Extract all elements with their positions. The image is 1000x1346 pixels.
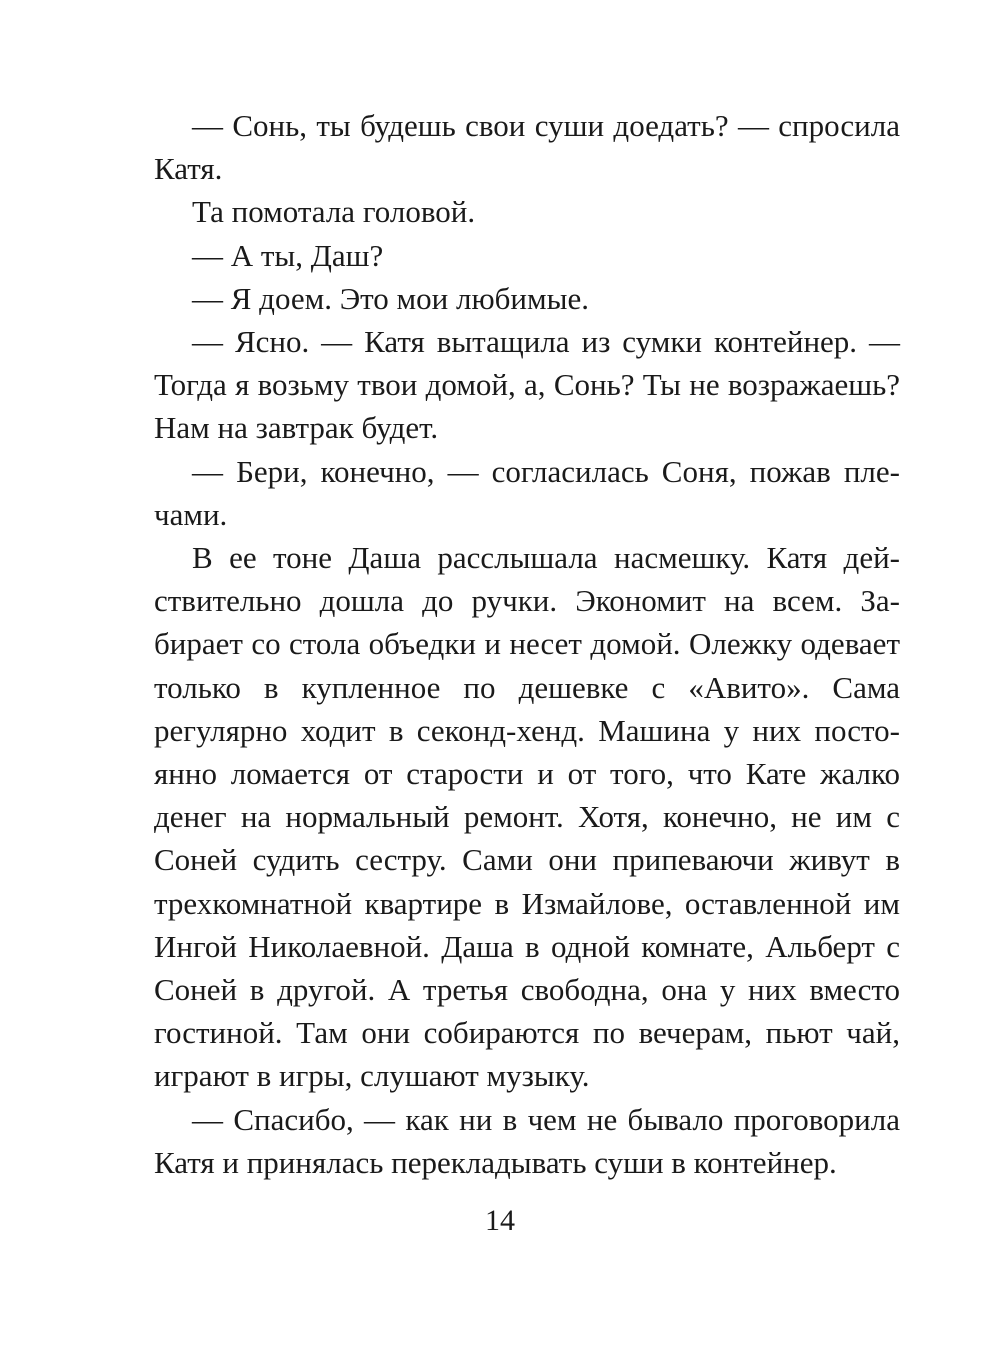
paragraph-1: — Сонь, ты будешь свои суши доедать? — спросила Катя. [154, 108, 900, 187]
paragraph-7: В ее тоне Даша расслышала насмешку. Катя действительно дошла до ручки. Экономит на всем. Забирает со стола объедки и несет домой. Олежку одевает только в купленное по дешевке с «Авито». Сама регулярно ходит в секонд-хенд. Машина у них постоянно ломается от старости и от того, что Кате жалко денег на нормальный ремонт. Хотя, конечно, не им с Соней судить сестру. Сами они припеваючи живут в трехкомнатной квартире в Измайлове, оставленной им Ингой Николаевной. Даша в одной комнате, Альберт с Соней в другой. А третья свободна, она у них вместо гостиной. Там они собираются по вечерам, пьют чай, играют в игры, слушают музыку. [154, 540, 900, 1094]
paragraph-3: — А ты, Даш? [192, 237, 384, 273]
paragraph-6: — Бери, конечно, — согласилась Соня, пожав плечами. [154, 453, 900, 532]
body-text [154, 104, 900, 1184]
page-number: 14 [485, 1204, 515, 1237]
paragraph-8: — Спасибо, — как ни в чем не бывало проговорила Катя и принялась перекладывать суши в контейнер. [154, 1101, 900, 1180]
paragraph-5: — Ясно. — Катя вытащила из сумки контейнер. — Тогда я возьму твои домой, а, Сонь? Ты не возражаешь? Нам на завтрак будет. [154, 324, 900, 446]
paragraph-4: — Я доем. Это мои любимые. [192, 280, 589, 316]
paragraph-2: Та помотала головой. [192, 194, 476, 230]
